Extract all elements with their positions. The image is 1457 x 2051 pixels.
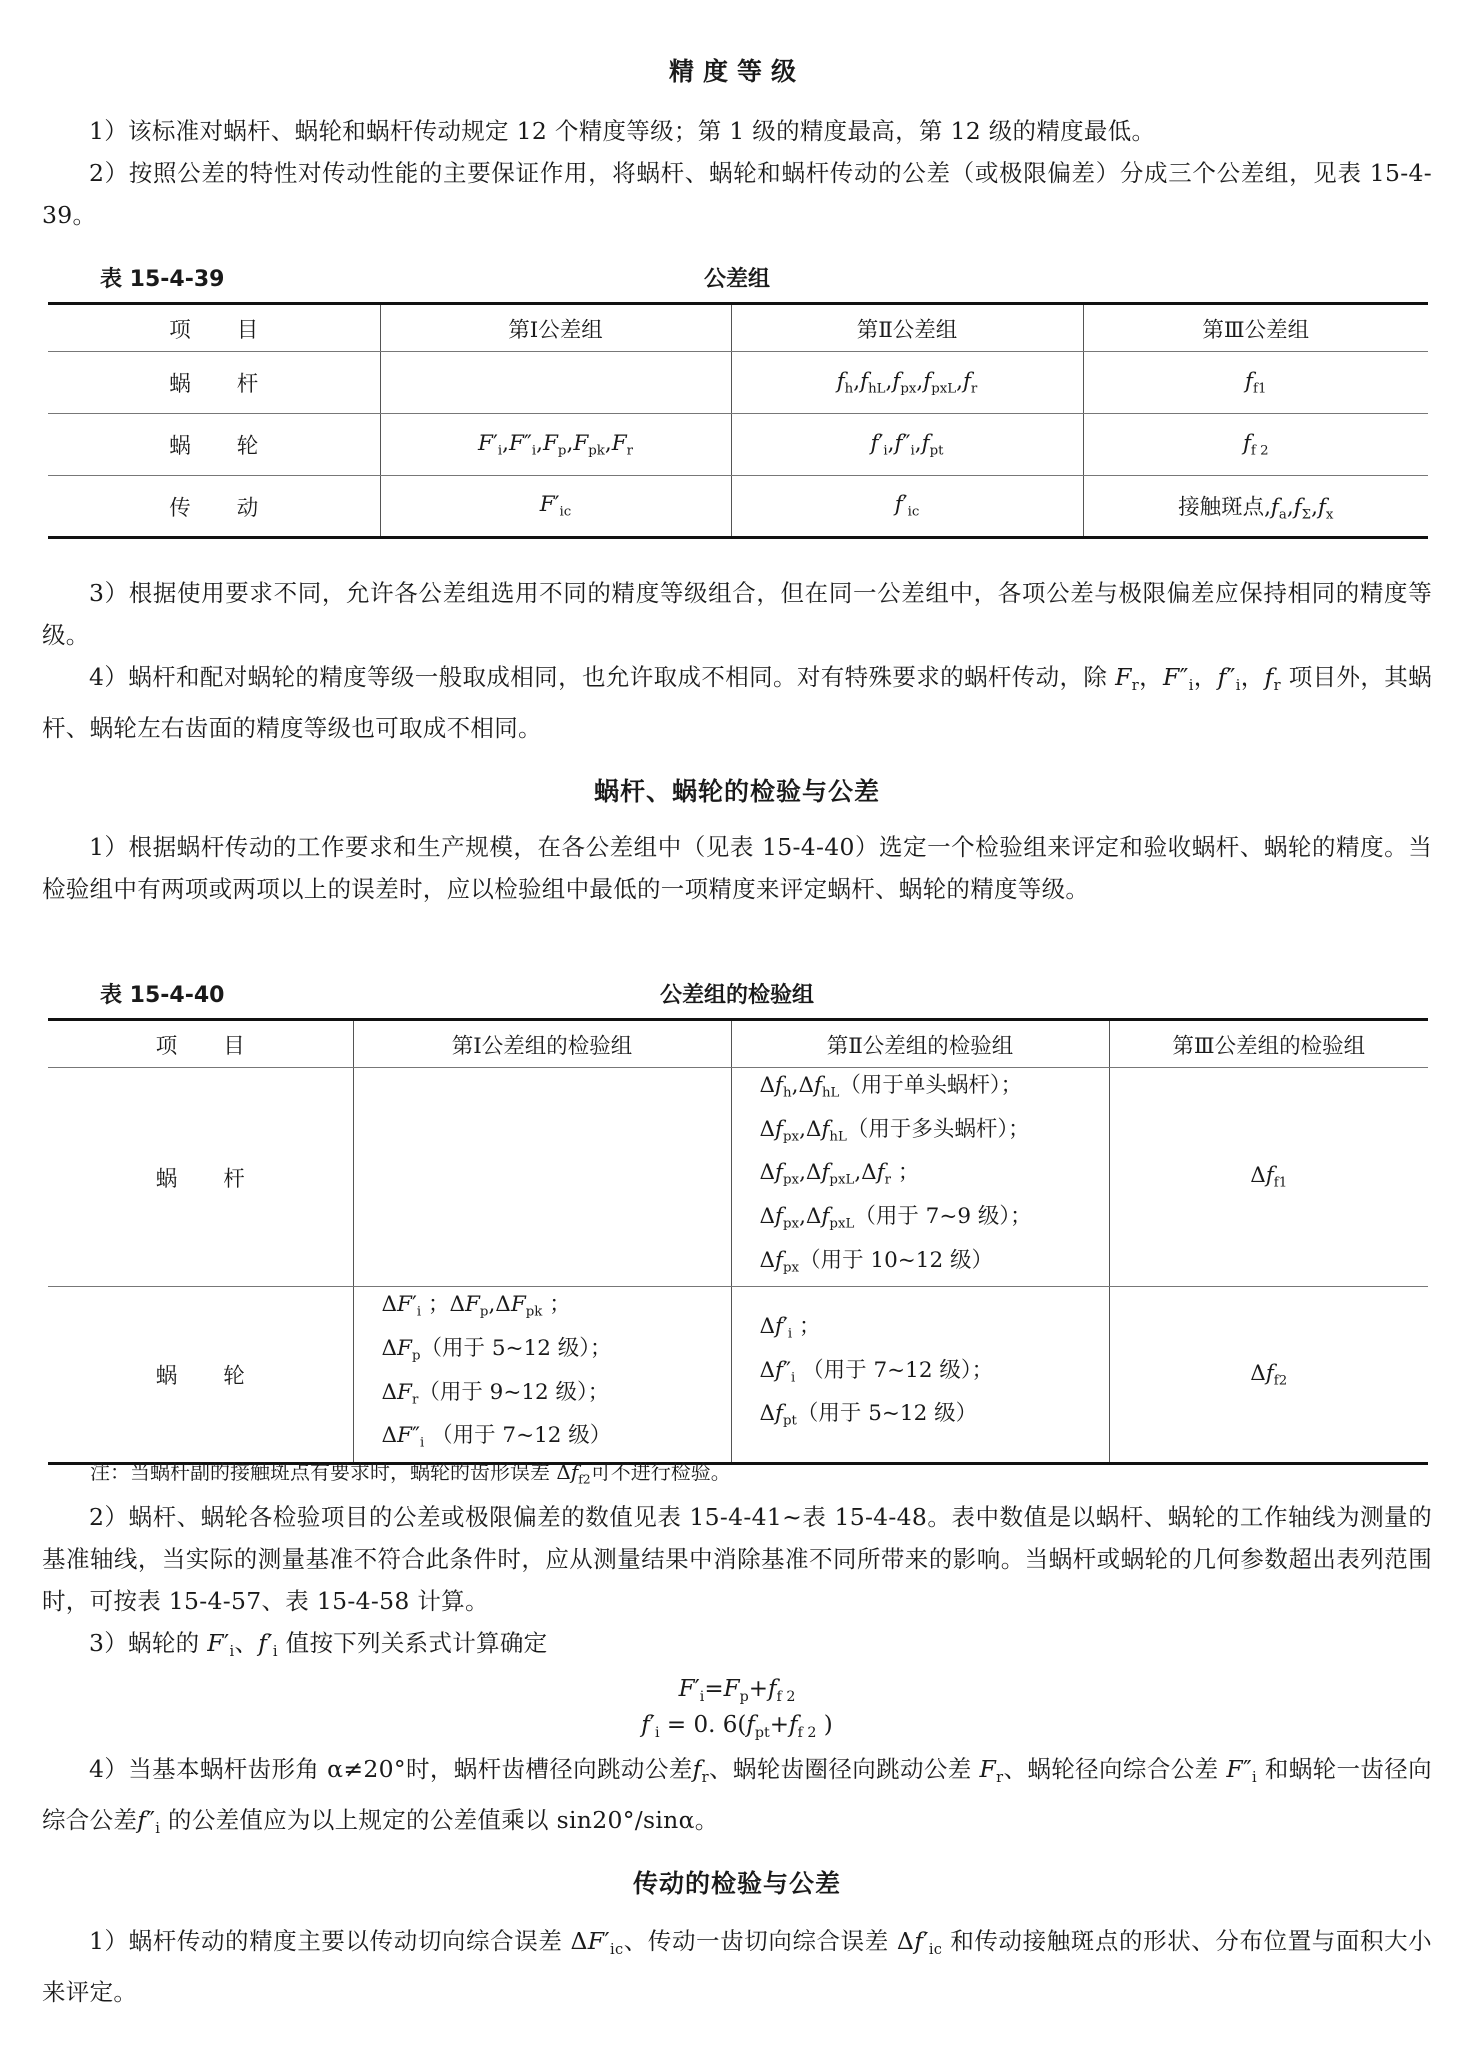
symbol-Fi-double-prime (1226, 1755, 1257, 1787)
text-fragment: = (704, 1676, 724, 1702)
math-symbol: $f'_i$ (258, 1629, 278, 1661)
math-symbol: $\Delta f_{pt}$ (759, 1401, 797, 1430)
text-fragment: （用于 10~12 级） (799, 1247, 993, 1273)
symbol-Fi-double-prime (1163, 663, 1194, 695)
math-symbol: $F''_i$ (1226, 1755, 1257, 1787)
math-symbol: $\Delta f'_{ic}$ (896, 1927, 943, 1959)
math-symbol: $F_p$ (723, 1676, 749, 1705)
text-fragment: （用于 5~12 级）； (420, 1335, 612, 1361)
math-symbol: $F_r$ (979, 1755, 1004, 1787)
text-fragment: （用于 9~12 级）； (418, 1379, 610, 1405)
text-fragment: , (799, 1160, 806, 1186)
cell-line (760, 1243, 1109, 1287)
paragraph-9-text-a: 1）蜗杆传动的精度主要以传动切向综合误差 (89, 1927, 571, 1955)
table-row (48, 476, 1428, 538)
cell-wormwheel-group-3 (1109, 1287, 1428, 1464)
cell-drive-group-3 (1083, 476, 1428, 538)
text-fragment: , (914, 430, 922, 456)
math-symbol: $F''_i$ (1163, 663, 1194, 695)
row-label-worm: 蜗杆 (48, 1068, 353, 1287)
math-symbol: $f_h$ (836, 368, 854, 397)
math-symbol: $F_{pk}$ (573, 430, 605, 459)
symbol-delta-Fic-prime (570, 1927, 624, 1959)
math-symbol: $f_{f 2}$ (789, 1712, 817, 1741)
cell-worm-group-3 (1109, 1068, 1428, 1287)
math-symbol: $\Delta f_{f2}$ (556, 1460, 591, 1487)
cell-line (760, 1112, 1109, 1156)
text-fragment: = 0. 6( (659, 1712, 747, 1738)
math-symbol: $\Delta F''_i$ (381, 1423, 425, 1451)
table-header-row (48, 304, 1428, 352)
paragraph-8 (42, 1748, 1432, 1850)
paragraph-7-text-b: 值按下列关系式计算确定 (277, 1629, 548, 1657)
cell-worm-group-1 (353, 1068, 731, 1287)
symbol-fi-double-prime (1217, 663, 1241, 695)
text-fragment: （用于 7~9 级）； (854, 1203, 1032, 1229)
row-label-wormwheel: 蜗轮 (48, 1287, 353, 1464)
math-symbol: $f''_i$ (1217, 663, 1241, 695)
paragraph-8-text-c: 、蜗轮径向综合公差 (1003, 1755, 1227, 1783)
header-group-3: 第Ⅲ公差组 (1083, 304, 1428, 352)
table-note (90, 1456, 731, 1486)
text-fragment: , (916, 368, 924, 394)
text-fragment: , (536, 430, 543, 456)
row-label-wormwheel: 蜗轮 (48, 414, 380, 476)
cell-wormwheel-group-1 (353, 1287, 731, 1464)
header-item: 项目 (48, 1020, 353, 1068)
math-symbol: $\Delta f_{px}$ (759, 1116, 800, 1145)
note-text-b: 可不进行检验。 (590, 1460, 731, 1484)
text-fragment: , (1311, 494, 1318, 520)
math-symbol: $f_r$ (962, 368, 978, 397)
table-title: 公差组 (703, 267, 770, 292)
math-symbol: $f_{f 2}$ (768, 1676, 796, 1705)
cell-line (760, 1396, 1109, 1440)
formula-Fi-prime (42, 1676, 1432, 1705)
symbol-Fr (1115, 663, 1140, 695)
separator: ， (1240, 663, 1265, 691)
text-fragment: ； (542, 1292, 571, 1318)
math-symbol: $\Delta F_r$ (381, 1379, 419, 1408)
paragraph-4-text-a: 4）蜗杆和配对蜗轮的精度等级一般取成相同，也允许取成不相同。对有特殊要求的蜗杆传动，除 (89, 663, 1116, 691)
text-fragment: , (502, 430, 509, 456)
paragraph-6: 2）蜗杆、蜗轮各检验项目的公差或极限偏差的数值见表 15-4-41~表 15-4-48。表中数值是以蜗杆、蜗轮的工作轴线为测量的基准轴线，当实际的测量基准不符合此条件时，应从测量结果中消除基准不同所带来的影响。当蜗杆或蜗轮的几何参数超出表列范围时，可按表 15-4-57、表 15-4-58 计算。 (42, 1503, 1432, 1615)
math-symbol: $f_x$ (1317, 494, 1334, 523)
cell-drive-group-1 (380, 476, 731, 538)
math-symbol: $F'_i$ (207, 1629, 235, 1661)
math-symbol: $\Delta f_{hL}$ (805, 1116, 847, 1145)
table-row (48, 1068, 1428, 1287)
math-symbol: $f'_i$ (641, 1712, 660, 1741)
math-symbol: $\Delta f_{px}$ (759, 1160, 800, 1188)
paragraph-4-text-b: 项目外，其蜗杆、蜗轮左右齿面的精度等级也可取成不相同。 (42, 663, 1432, 743)
math-symbol: $\Delta f_{f2}$ (1250, 1360, 1288, 1389)
paragraph-8-text-a: 4）当基本蜗杆齿形角 α≠20°时，蜗杆齿槽径向跳动公差 (89, 1755, 693, 1783)
math-symbol: $\Delta f_r$ (861, 1160, 892, 1188)
text-fragment: , (956, 368, 963, 394)
paragraph-8-text-e: 的公差值应为以上规定的公差值乘以 sin20°/sinα。 (160, 1806, 719, 1835)
symbol-Fi-prime (207, 1629, 235, 1661)
math-symbol: $\Delta f'_i$ (759, 1314, 793, 1342)
paragraph-9-text-b: 、传动一齿切向综合误差 (623, 1927, 897, 1955)
table-row (48, 414, 1428, 476)
text-fragment: , (1264, 494, 1271, 520)
cell-worm-group-1 (380, 352, 731, 414)
text-fragment: （用于 5~12 级） (796, 1401, 978, 1427)
math-symbol: $f_{f 2}$ (1242, 430, 1269, 459)
header-group-2: 第Ⅱ公差组的检验组 (731, 1020, 1109, 1068)
row-label-drive: 传动 (48, 476, 380, 538)
symbol-fi-double-prime (137, 1806, 161, 1838)
paragraph-9-text-c: 和传动接触斑点的形状、分布位置与面积大小来评定。 (42, 1927, 1432, 2007)
math-symbol: $\Delta F_{pk}$ (495, 1292, 543, 1320)
separator: ， (1193, 663, 1218, 691)
table-caption-15-4-40 (42, 978, 1432, 1010)
math-symbol: $\Delta f_{px}$ (759, 1247, 800, 1276)
text-fragment: ； (421, 1292, 450, 1318)
text-fragment: , (799, 1203, 806, 1229)
math-symbol: $\Delta F_p$ (381, 1335, 421, 1364)
separator: ， (1139, 663, 1164, 691)
math-symbol: $f_{pt}$ (921, 430, 944, 459)
table-number: 表 15-4-39 (100, 267, 225, 292)
math-symbol: $f'_{ic}$ (894, 492, 920, 520)
separator: 、 (234, 1629, 259, 1657)
paragraph-7-text-a: 3）蜗轮的 (89, 1629, 208, 1657)
section-title-drive-inspection: 传动的检验与公差 (632, 1869, 841, 1898)
math-symbol: $F_r$ (1115, 663, 1140, 695)
cell-wormwheel-group-3 (1083, 414, 1428, 476)
table-row (48, 352, 1428, 414)
symbol-fr (1264, 663, 1281, 695)
cell-line (382, 1331, 731, 1375)
table-inspection-groups (48, 1018, 1428, 1465)
text-fragment: , (1286, 494, 1294, 520)
math-symbol: $F'_i$ (678, 1676, 705, 1705)
symbol-delta-fic-prime (896, 1927, 943, 1959)
cell-line (760, 1155, 1109, 1199)
math-symbol: $f_{f1}$ (1245, 368, 1267, 397)
table-caption-15-4-39 (42, 262, 1432, 294)
math-symbol: $F'_i$ (478, 430, 503, 459)
section-title-precision-grades: 精度等级 (668, 57, 805, 86)
cell-wormwheel-group-1 (380, 414, 731, 476)
cell-line (760, 1353, 1109, 1397)
text-fragment: ； (792, 1314, 821, 1340)
header-item: 项目 (48, 304, 380, 352)
text-fragment: , (799, 1116, 806, 1142)
paragraph-8-text-b: 、蜗轮齿圈径向跳动公差 (708, 1755, 980, 1783)
math-symbol: $f'_i$ (870, 430, 888, 459)
table-tolerance-groups (48, 302, 1428, 539)
text-fragment: , (566, 430, 574, 456)
math-symbol: $f''_i$ (894, 430, 915, 459)
cell-wormwheel-group-2 (731, 414, 1083, 476)
math-symbol: $\Delta f_{pxL}$ (805, 1203, 855, 1232)
cell-worm-group-3 (1083, 352, 1428, 414)
text-fragment: （用于单头蜗杆）； (839, 1073, 1023, 1098)
table-title: 公差组的检验组 (659, 983, 814, 1008)
cell-line (760, 1309, 1109, 1353)
table-number: 表 15-4-40 (100, 983, 225, 1008)
math-symbol: $f''_i$ (137, 1806, 161, 1838)
math-symbol: $F_p$ (543, 430, 567, 459)
math-symbol: $\Delta F'_{ic}$ (570, 1927, 624, 1959)
paragraph-5: 1）根据蜗杆传动的工作要求和生产规模，在各公差组中（见表 15-4-40）选定一个检验组来评定和验收蜗杆、蜗轮的精度。当检验组中有两项或两项以上的误差时，应以检验组中最低的一项精度来评定蜗杆、蜗轮的精度等级。 (42, 833, 1432, 903)
math-symbol: $\Delta f_{px}$ (759, 1203, 800, 1232)
text-fragment: , (791, 1073, 799, 1098)
math-symbol: $\Delta F_p$ (449, 1292, 489, 1320)
math-symbol: $\Delta F'_i$ (381, 1292, 422, 1320)
header-group-3: 第Ⅲ公差组的检验组 (1109, 1020, 1428, 1068)
paragraph-2: 2）按照公差的特性对传动性能的主要保证作用，将蜗杆、蜗轮和蜗杆传动的公差（或极限偏差）分成三个公差组，见表 15-4-39。 (42, 159, 1432, 229)
math-symbol: $F_r$ (611, 430, 633, 459)
table-header-row (48, 1020, 1428, 1068)
text-fragment: ) (816, 1712, 833, 1738)
math-symbol: $f_r$ (692, 1755, 709, 1787)
cell-line (382, 1287, 731, 1331)
paragraph-8-text-d: 和蜗轮一齿径向综合公差 (42, 1755, 1432, 1835)
symbol-fi-prime (258, 1629, 278, 1661)
math-symbol: $\Delta f_{pxL}$ (805, 1160, 855, 1188)
cell-worm-group-2 (731, 352, 1083, 414)
cell-line (760, 1068, 1109, 1112)
text-fragment: （用于 7~12 级） (424, 1423, 612, 1449)
text-fragment: , (604, 430, 612, 456)
math-symbol: $F'_{ic}$ (539, 492, 572, 520)
paragraph-1: 1）该标准对蜗杆、蜗轮和蜗杆传动规定 12 个精度等级；第 1 级的精度最高，第 12 级的精度最低。 (89, 117, 1156, 145)
text-fragment: 接触斑点 (1178, 494, 1265, 520)
paragraph-3: 3）根据使用要求不同，允许各公差组选用不同的精度等级组合，但在同一公差组中，各项公差与极限偏差应保持相同的精度等级。 (42, 579, 1432, 649)
text-fragment: （用于多头蜗杆）； (846, 1116, 1030, 1142)
math-symbol: $f_r$ (1264, 663, 1281, 695)
symbol-fr (692, 1755, 709, 1787)
math-symbol: $f_{hL}$ (860, 368, 886, 397)
math-symbol: $F''_i$ (508, 430, 537, 459)
text-fragment: （用于 7~12 级）； (795, 1357, 994, 1383)
symbol-delta-ff2 (556, 1460, 591, 1487)
text-fragment: , (854, 1160, 862, 1186)
text-fragment: ； (891, 1160, 920, 1186)
math-symbol: $\Delta f_{hL}$ (798, 1073, 840, 1101)
header-group-1: 第Ⅰ公差组 (380, 304, 731, 352)
cell-drive-group-2 (731, 476, 1083, 538)
paragraph-9 (42, 1920, 1432, 2013)
text-fragment: , (885, 368, 893, 394)
paragraph-4 (42, 656, 1432, 749)
note-text-a: 注：当蜗杆副的接触斑点有要求时，蜗轮的齿形误差 (90, 1460, 557, 1484)
cell-line (760, 1199, 1109, 1243)
cell-line (1110, 1163, 1429, 1191)
header-group-2: 第Ⅱ公差组 (731, 304, 1083, 352)
text-fragment: , (887, 430, 895, 456)
math-symbol: $\Delta f''_i$ (759, 1357, 796, 1386)
section-title-worm-inspection: 蜗杆、蜗轮的检验与公差 (593, 777, 880, 806)
cell-line (382, 1375, 731, 1419)
table-row (48, 1287, 1428, 1464)
math-symbol: $f_\Sigma$ (1293, 494, 1312, 523)
row-label-worm: 蜗杆 (48, 352, 380, 414)
cell-line (1110, 1361, 1429, 1389)
symbol-Fr (979, 1755, 1004, 1787)
math-symbol: $\Delta f_h$ (759, 1073, 792, 1101)
math-symbol: $f_a$ (1270, 494, 1287, 523)
text-fragment: + (769, 1712, 790, 1738)
paragraph-7 (42, 1622, 1432, 1673)
text-fragment: , (853, 368, 861, 394)
text-fragment: + (748, 1676, 769, 1702)
math-symbol: $f_{pxL}$ (923, 368, 957, 397)
formula-fi-prime (42, 1712, 1432, 1741)
math-symbol: $f_{px}$ (892, 368, 917, 397)
cell-worm-group-2 (731, 1068, 1109, 1287)
cell-wormwheel-group-2 (731, 1287, 1109, 1464)
header-group-1: 第Ⅰ公差组的检验组 (353, 1020, 731, 1068)
text-fragment: , (488, 1292, 496, 1318)
math-symbol: $\Delta f_{f1}$ (1250, 1163, 1288, 1191)
math-symbol: $f_{pt}$ (746, 1712, 770, 1741)
